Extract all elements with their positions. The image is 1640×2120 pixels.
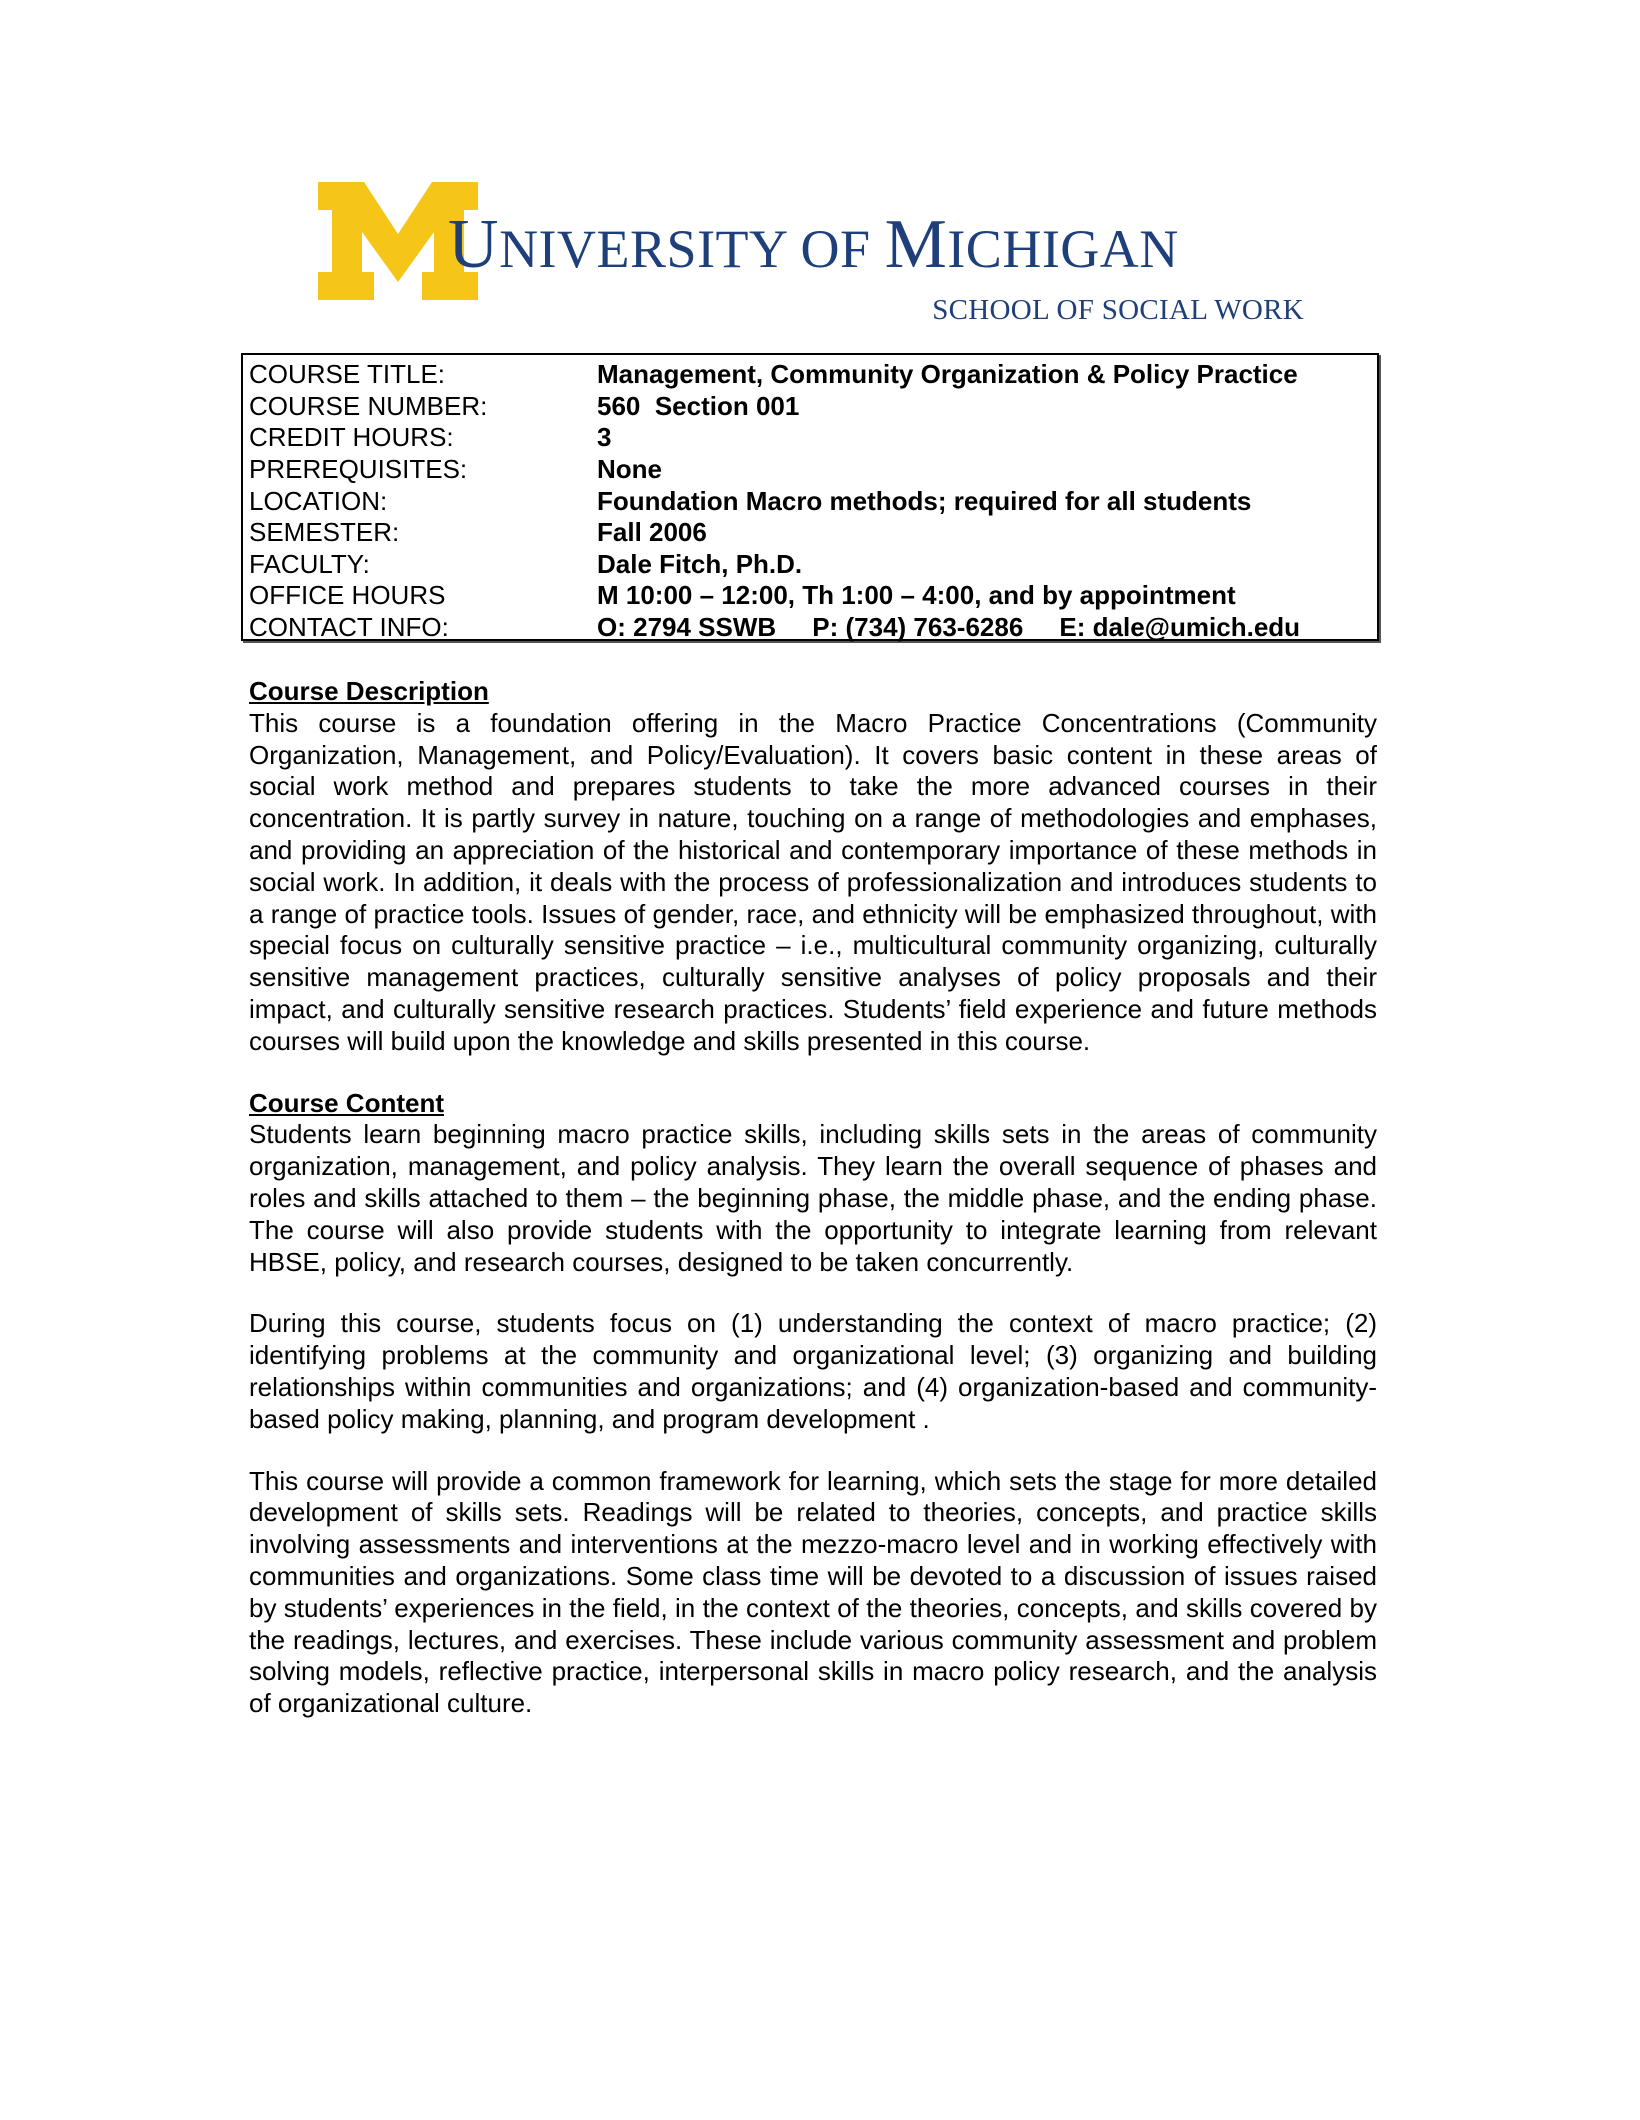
info-value: Management, Community Organization & Policy Practice: [597, 359, 1298, 390]
info-label: COURSE TITLE:: [249, 359, 446, 390]
info-label: COURSE NUMBER:: [249, 390, 488, 421]
university-name-initial: U: [448, 206, 500, 283]
course-content-paragraph-3: This course will provide a common framework for learning, which sets the stage for more detailed development of skills sets. Readings will be related to theories, concepts, and practice skills involving assessments and interventions at the mezzo-macro level and in working effectively with communities and organizations. Some class time will be devoted to a discussion of issues raised by students’ experiences in the field, in the context of the theories, concepts, and skills covered by the readings, lectures, and exercises. These include various community assessment and problem solving models, reflective practice, interpersonal skills in macro policy research, and the analysis of organizational culture.: [249, 1465, 1377, 1719]
course-info-table: [241, 353, 1379, 641]
paragraph-spacer: [249, 1278, 1377, 1308]
course-content-paragraph-1: Students learn beginning macro practice skills, including skills sets in the areas of community organization, management, and policy analysis. They learn the overall sequence of phases and roles and skills attached to them – the beginning phase, the middle phase, and the ending phase. The course will also provide students with the opportunity to integrate learning from relevant HBSE, policy, and research courses, designed to be taken concurrently.: [249, 1119, 1377, 1277]
info-label: LOCATION:: [249, 485, 388, 516]
paragraph-spacer: [249, 1436, 1377, 1466]
info-row-title: [249, 359, 1377, 391]
info-value: O: 2794 SSWB P: (734) 763-6286 E: dale@umich.edu: [597, 612, 1301, 643]
info-value: None: [597, 454, 662, 485]
info-row-prerequisites: [249, 454, 1377, 486]
course-description-text: This course is a foundation offering in the Macro Practice Concentrations (Community Organization, Management, and Policy/Evaluation). It covers basic content in these areas of social work method and prepares students to take the more advanced courses in their concentration. It is partly survey in nature, touching on a range of methodologies and emphases, and providing an appreciation of the historical and contemporary importance of these methods in social work. In addition, it deals with the process of professionalization and introduces students to a range of practice tools. Issues of gender, race, and ethnicity will be emphasized throughout, with special focus on culturally sensitive practice – i.e., multicultural community organizing, culturally sensitive management practices, culturally sensitive analyses of policy proposals and their impact, and culturally sensitive research practices. Students’ field experience and future methods courses will build upon the knowledge and skills presented in this course.: [249, 707, 1377, 1056]
course-content-paragraph-2: During this course, students focus on (1) understanding the context of macro practice; (2) identifying problems at the community and organizational level; (3) organizing and building relationships within communities and organizations; and (4) organization-based and community-based policy making, planning, and program development .: [249, 1308, 1377, 1434]
info-row-semester: [249, 517, 1377, 549]
info-label: SEMESTER:: [249, 517, 400, 548]
info-value: Foundation Macro methods; required for all students: [597, 485, 1252, 516]
info-row-credit-hours: [249, 422, 1377, 454]
section-spacer: [249, 1058, 1377, 1088]
info-label: OFFICE HOURS: [249, 580, 446, 611]
syllabus-body: [249, 676, 1377, 1720]
course-description-heading: Course Description: [249, 676, 489, 706]
university-name-initial-2: M: [884, 206, 948, 283]
info-label: CONTACT INFO:: [249, 612, 449, 643]
info-row-contact: [249, 612, 1377, 644]
university-name-part-2: ICHIGAN: [947, 219, 1179, 279]
info-row-location: [249, 485, 1377, 517]
info-value: M 10:00 – 12:00, Th 1:00 – 4:00, and by appointment: [597, 580, 1236, 611]
school-name: SCHOOL OF SOCIAL WORK: [932, 294, 1304, 326]
info-value: 560 Section 001: [597, 390, 800, 421]
info-value: 3: [597, 422, 612, 453]
info-value: Dale Fitch, Ph.D.: [597, 548, 803, 579]
info-row-office-hours: [249, 580, 1377, 612]
info-label: FACULTY:: [249, 548, 370, 579]
info-value: Fall 2006: [597, 517, 707, 548]
info-label: PREREQUISITES:: [249, 454, 468, 485]
info-row-faculty: [249, 549, 1377, 581]
info-label: CREDIT HOURS:: [249, 422, 454, 453]
info-row-number: [249, 391, 1377, 423]
course-content-heading: Course Content: [249, 1087, 444, 1118]
university-name-part-1: NIVERSITY OF: [499, 219, 885, 279]
university-logo: [318, 182, 1318, 330]
university-name: [448, 206, 1179, 283]
